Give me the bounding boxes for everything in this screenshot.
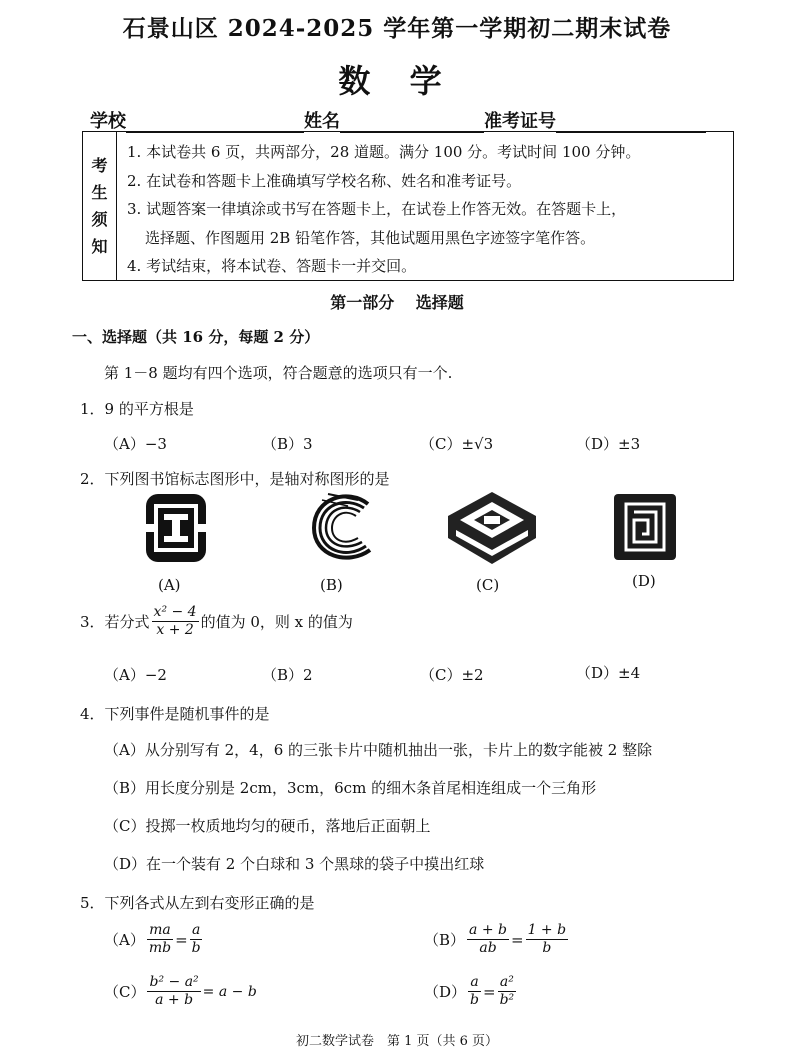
- q1-option-c[interactable]: （C）±√3: [420, 435, 494, 453]
- q5-option-c[interactable]: （C） $\frac{\text{b² − a²}}{a + b}$ = a − b: [104, 974, 257, 1008]
- exam-title: 石景山区 2024-2025 学年第一学期初二期末试卷: [122, 15, 672, 42]
- notice-item: 3. 试题答案一律填涂或书写在答题卡上，在试卷上作答无效。在答题卡上，: [127, 200, 627, 218]
- notice-item: 选择题、作图题用 2B 铅笔作答，其他试题用黑色字迹签字笔作答。: [145, 228, 596, 247]
- page-footer: 初二数学试卷 第 1 页（共 6 页）: [295, 1034, 499, 1049]
- library-logo-a-icon[interactable]: [144, 492, 208, 564]
- part-heading: 第一部分 选择题: [330, 293, 464, 312]
- notice-item: 1. 本试卷共 6 页，共两部分，28 道题。满分 100 分。考试时间 100 分钟。: [127, 143, 641, 161]
- section-heading: 一、选择题（共 16 分，每题 2 分）: [72, 328, 320, 346]
- q4-stem: 4．下列事件是随机事件的是: [80, 705, 270, 723]
- q5-option-a[interactable]: （A） $\frac{ma}{mb}$ = $\frac{a}{b}$: [104, 922, 201, 956]
- q4-option-b[interactable]: （B）用长度分别是 2cm，3cm，6cm 的细木条首尾相连组成一个三角形: [104, 779, 597, 797]
- id-label: 准考证号: [484, 111, 556, 132]
- q2-stem: 2．下列图书馆标志图形中，是轴对称图形的是: [80, 470, 390, 488]
- library-logo-b-icon[interactable]: [308, 490, 378, 566]
- q5-stem: 5．下列各式从左到右变形正确的是: [80, 894, 315, 912]
- q4-option-d[interactable]: （D）在一个装有 2 个白球和 3 个黑球的袋子中摸出红球: [104, 855, 485, 873]
- q1-stem: 1．9 的平方根是: [80, 400, 194, 418]
- q3-fraction: $\frac{\text{x² − 4}}{x + 2}$: [153, 604, 197, 638]
- q3-option-b[interactable]: （B）2: [262, 666, 313, 684]
- q5-option-d[interactable]: （D） $\frac{a}{b}$ = $\frac{\text{a²}}{\text{b²}}$: [424, 974, 515, 1008]
- name-label: 姓名: [304, 111, 340, 132]
- q2-label-c: (C): [476, 576, 500, 594]
- library-logo-c-icon[interactable]: [444, 488, 540, 568]
- notice-side-label: 考 生 须 知: [83, 132, 117, 280]
- q2-label-a: (A): [158, 576, 181, 594]
- q3-stem: 3．若分式 $\frac{\text{x² − 4}}{x + 2}$ 的值为 0，则 x 的值为: [80, 604, 353, 638]
- q1-option-a[interactable]: （A）−3: [104, 435, 167, 453]
- notice-item: 2. 在试卷和答题卡上准确填写学校名称、姓名和准考证号。: [127, 171, 522, 190]
- library-logo-d-icon[interactable]: [612, 492, 678, 562]
- notice-item: 4. 考试结束，将本试卷、答题卡一并交回。: [127, 257, 417, 275]
- school-label: 学校: [90, 111, 126, 132]
- q5-option-b[interactable]: （B） $\frac{a + b}{ab}$ = $\frac{1 + b}{b}$: [424, 922, 567, 956]
- q3-option-c[interactable]: （C）±2: [420, 666, 484, 684]
- student-info-fields: [90, 107, 730, 133]
- q3-option-d[interactable]: （D）±4: [576, 664, 641, 682]
- q2-label-d: (D): [632, 572, 656, 590]
- q4-option-a[interactable]: （A）从分别写有 2，4，6 的三张卡片中随机抽出一张，卡片上的数字能被 2 整除: [104, 741, 653, 759]
- q4-option-c[interactable]: （C）投掷一枚质地均匀的硬币，落地后正面朝上: [104, 817, 431, 835]
- notice-items: [127, 138, 727, 281]
- q3-option-a[interactable]: （A）−2: [104, 666, 167, 684]
- q2-label-b: (B): [320, 576, 343, 594]
- q1-option-d[interactable]: （D）±3: [576, 435, 641, 453]
- q1-option-b[interactable]: （B）3: [262, 435, 313, 453]
- subject-title: 数 学: [338, 62, 456, 100]
- section-instruction: 第 1－8 题均有四个选项，符合题意的选项只有一个.: [104, 364, 453, 382]
- exam-notice-box: [82, 131, 734, 281]
